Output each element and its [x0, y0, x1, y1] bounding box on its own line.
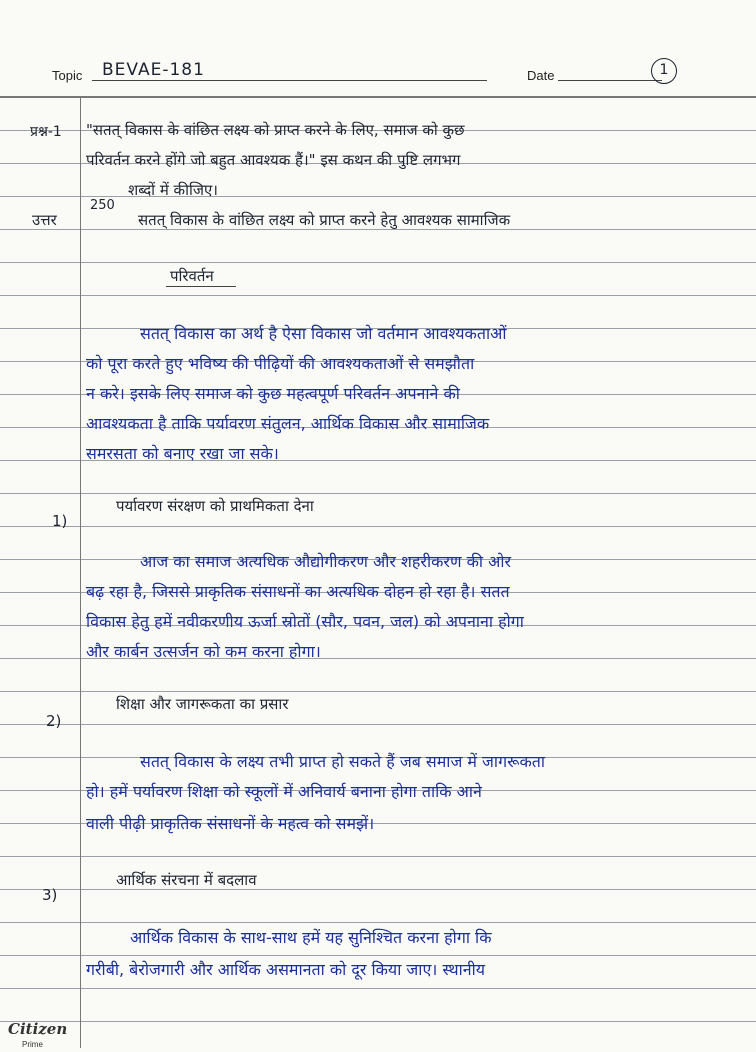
point-heading: पर्यावरण संरक्षण को प्राथमिकता देना [116, 497, 314, 515]
question-line: परिवर्तन करने होंगे जो बहुत आवश्यक हैं।" इस कथन की पुष्टि लगभग [86, 151, 461, 169]
point-heading: शिक्षा और जागरूकता का प्रसार [116, 695, 289, 713]
point-line: हो। हमें पर्यावरण शिक्षा को स्कूलों में अनिवार्य बनाना होगा ताकि आने [86, 782, 482, 801]
title-underline [166, 286, 236, 287]
intro-line: आवश्यकता है ताकि पर्यावरण संतुलन, आर्थिक विकास और सामाजिक [86, 414, 490, 433]
topic-value: BEVAE-181 [102, 60, 205, 80]
margin-line [80, 98, 81, 1048]
page-number: 1 [651, 58, 677, 84]
answer-label: उत्तर [32, 211, 57, 229]
topic-label: Topic [52, 68, 83, 83]
intro-line: न करे। इसके लिए समाज को कुछ महत्वपूर्ण परिवर्तन अपनाने की [86, 384, 460, 403]
point-number: 1) [52, 512, 68, 530]
intro-line: को पूरा करते हुए भविष्य की पीढ़ियों की आवश्यकताओं से समझौता [86, 354, 475, 373]
question-line: शब्दों में कीजिए। [128, 181, 218, 199]
header-rule [0, 96, 756, 98]
answer-title: सतत् विकास के वांछित लक्ष्य को प्राप्त करने हेतु आवश्यक सामाजिक [138, 211, 511, 229]
answer-title: परिवर्तन [170, 267, 214, 285]
point-line: गरीबी, बेरोजगारी और आर्थिक असमानता को दूर किया जाए। स्थानीय [86, 960, 486, 979]
point-line: और कार्बन उत्सर्जन को कम करना होगा। [86, 642, 321, 661]
date-underline [558, 80, 662, 81]
point-number: 3) [42, 886, 58, 904]
brand-logo: Citizen [8, 1020, 68, 1038]
point-line: विकास हेतु हमें नवीकरणीय ऊर्जा स्रोतों (सौर, पवन, जल) को अपनाना होगा [86, 612, 524, 631]
intro-line: सतत् विकास का अर्थ है ऐसा विकास जो वर्तमान आवश्यकताओं [140, 324, 507, 343]
point-line: वाली पीढ़ी प्राकृतिक संसाधनों के महत्व को समझें। [86, 814, 375, 833]
point-line: सतत् विकास के लक्ष्य तभी प्राप्त हो सकते हैं जब समाज में जागरूकता [140, 752, 546, 771]
point-heading: आर्थिक संरचना में बदलाव [116, 871, 257, 889]
point-number: 2) [46, 712, 62, 730]
question-number: प्रश्न-1 [30, 124, 62, 140]
word-limit: 250 [90, 198, 115, 213]
question-line: "सतत् विकास के वांछित लक्ष्य को प्राप्त करने के लिए, समाज को कुछ [86, 121, 465, 139]
topic-underline [92, 80, 487, 81]
date-label: Date [527, 68, 555, 83]
point-line: आर्थिक विकास के साथ-साथ हमें यह सुनिश्चित करना होगा कि [130, 928, 492, 947]
intro-line: समरसता को बनाए रखा जा सके। [86, 444, 279, 463]
point-line: बढ़ रहा है, जिससे प्राकृतिक संसाधनों का अत्यधिक दोहन हो रहा है। सतत [86, 582, 510, 601]
brand-sub: Prime [22, 1040, 43, 1049]
point-line: आज का समाज अत्यधिक औद्योगीकरण और शहरीकरण की ओर [140, 552, 512, 571]
